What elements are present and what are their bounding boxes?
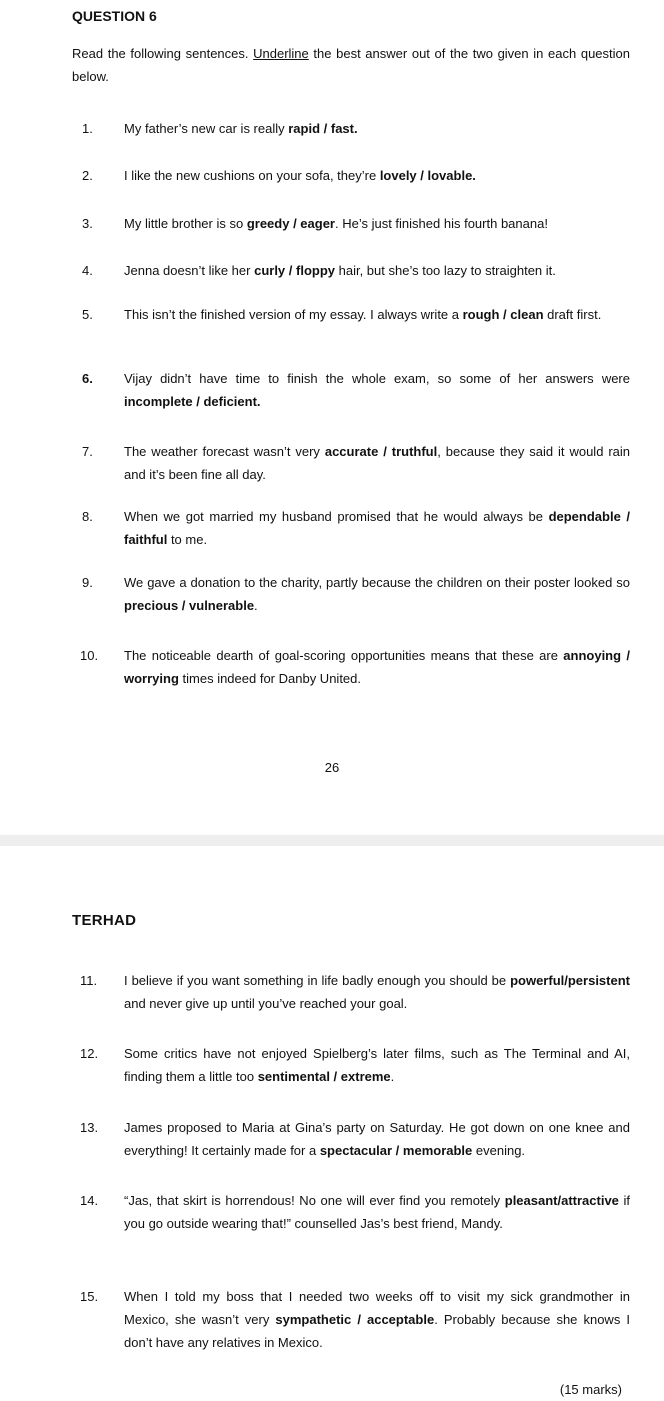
question-number: 5.: [82, 307, 93, 322]
answer-options[interactable]: greedy / eager: [246, 216, 335, 231]
question-number: 4.: [82, 263, 93, 278]
question-heading: QUESTION 6: [72, 8, 157, 24]
question-text: [124, 117, 630, 140]
question-number: 2.: [82, 168, 93, 183]
classification-heading: TERHAD: [72, 912, 137, 929]
sentence-fragment: We gave a donation to the charity, partly because the children on their poster looked so: [124, 575, 630, 590]
answer-options[interactable]: sentimental / extreme: [257, 1069, 391, 1084]
question-text: [124, 259, 630, 282]
sentence-fragment: evening.: [472, 1143, 526, 1158]
sentence-fragment: to me.: [167, 532, 208, 547]
question-text: [124, 212, 630, 235]
answer-options[interactable]: annoying / worrying: [124, 648, 631, 686]
question-text: [124, 440, 630, 486]
instructions: [72, 42, 630, 88]
question-text: [124, 303, 630, 326]
instruction-underlined-word: Underline: [253, 46, 309, 61]
sentence-fragment: My father’s new car is really: [124, 121, 289, 136]
sentence-fragment: I like the new cushions on your sofa, they’re: [124, 168, 380, 183]
sentence-fragment: My little brother is so: [124, 216, 247, 231]
question-text: [124, 505, 630, 551]
answer-options[interactable]: spectacular / memorable: [319, 1143, 473, 1158]
question-text: [124, 1285, 630, 1354]
question-number: 14.: [80, 1193, 99, 1208]
question-number: 11.: [80, 973, 98, 988]
answer-options[interactable]: sympathetic / acceptable: [275, 1312, 435, 1327]
instruction-text-post: the best answer out of the two given in each question below.: [72, 46, 630, 84]
answer-options[interactable]: rough / clean: [462, 307, 544, 322]
answer-options[interactable]: precious / vulnerable: [124, 598, 255, 613]
question-number: 9.: [82, 575, 93, 590]
sentence-fragment: .: [390, 1069, 395, 1084]
sentence-fragment: The weather forecast wasn’t very: [124, 444, 325, 459]
question-number: 13.: [80, 1120, 99, 1135]
sentence-fragment: if you go outside wearing that!” counselled Jas’s best friend, Mandy.: [124, 1193, 630, 1231]
question-text: [124, 1042, 630, 1088]
sentence-fragment: . He’s just finished his fourth banana!: [334, 216, 548, 231]
answer-options[interactable]: rapid / fast.: [288, 121, 358, 136]
sentence-fragment: When I told my boss that I needed two weeks off to visit my sick grandmother in Mexico, she wasn’t very: [124, 1289, 630, 1327]
sentence-fragment: When we got married my husband promised that he would always be: [124, 509, 549, 524]
sentence-fragment: hair, but she’s too lazy to straighten it.: [335, 263, 556, 278]
question-text: [124, 969, 630, 1015]
sentence-fragment: I believe if you want something in life badly enough you should be: [124, 973, 511, 988]
sentence-fragment: . Probably because she knows I don’t have any relatives in Mexico.: [124, 1312, 630, 1350]
question-number: 8.: [82, 509, 93, 524]
sentence-fragment: and never give up until you’ve reached your goal.: [124, 996, 408, 1011]
sentence-fragment: Some critics have not enjoyed Spielberg’s later films, such as The Terminal and AI, finding them a little too: [124, 1046, 630, 1084]
sentence-fragment: Jenna doesn’t like her: [124, 263, 255, 278]
answer-options[interactable]: lovely / lovable.: [379, 168, 476, 183]
question-number: 3.: [82, 216, 93, 231]
sentence-fragment: , because they said it would rain and it’s been fine all day.: [124, 444, 631, 482]
answer-options[interactable]: dependable / faithful: [124, 509, 630, 547]
sentence-fragment: draft first.: [543, 307, 602, 322]
question-text: [124, 164, 630, 187]
question-text: [124, 367, 630, 413]
sentence-fragment: times indeed for Danby United.: [178, 671, 362, 686]
answer-options[interactable]: pleasant/attractive: [504, 1193, 619, 1208]
total-marks: (15 marks): [559, 1382, 622, 1397]
answer-options[interactable]: curly / floppy: [254, 263, 335, 278]
sentence-fragment: “Jas, that skirt is horrendous! No one will ever find you remotely: [124, 1193, 505, 1208]
sentence-fragment: .: [254, 598, 258, 613]
question-text: [124, 1116, 630, 1162]
answer-options[interactable]: incomplete / deficient.: [124, 394, 261, 409]
sentence-fragment: The noticeable dearth of goal-scoring opportunities means that these are: [124, 648, 564, 663]
question-number: 7.: [82, 444, 93, 459]
question-number: 6.: [82, 371, 93, 386]
page-number: 26: [324, 760, 340, 775]
sentence-fragment: James proposed to Maria at Gina’s party on Saturday. He got down on one knee and everything! It certainly made for a: [124, 1120, 630, 1158]
sentence-fragment: This isn’t the finished version of my essay. I always write a: [124, 307, 463, 322]
answer-options[interactable]: accurate / truthful: [324, 444, 438, 459]
instruction-text-pre: Read the following sentences.: [72, 46, 254, 61]
question-number: 12.: [80, 1046, 99, 1061]
question-text: [124, 644, 630, 690]
question-number: 10.: [80, 648, 99, 663]
question-number: 1.: [82, 121, 93, 136]
question-text: [124, 1189, 630, 1235]
question-number: 15.: [80, 1289, 99, 1304]
answer-options[interactable]: powerful/persistent: [510, 973, 630, 988]
sentence-fragment: Vijay didn’t have time to finish the whole exam, so some of her answers were: [124, 371, 630, 386]
page-separator: [0, 835, 664, 846]
question-text: [124, 571, 630, 617]
